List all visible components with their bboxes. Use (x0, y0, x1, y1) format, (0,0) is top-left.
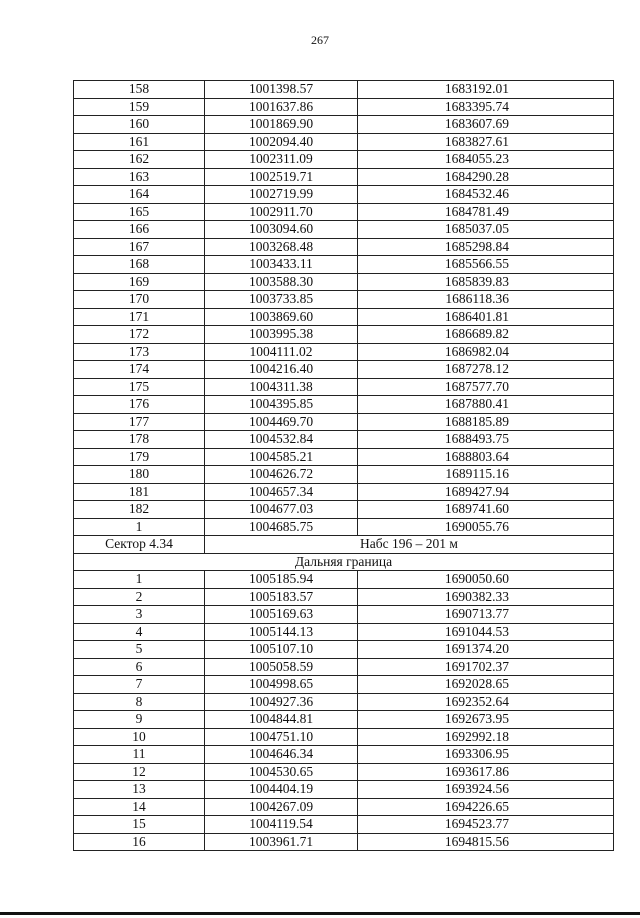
point-number: 8 (74, 693, 205, 711)
coordinate-x: 1003869.60 (205, 308, 358, 326)
table-row (74, 588, 614, 606)
table-row (74, 273, 614, 291)
coordinate-y: 1693924.56 (358, 781, 614, 799)
point-number: 160 (74, 116, 205, 134)
coordinate-y: 1690713.77 (358, 606, 614, 624)
table-row (74, 746, 614, 764)
point-number: 176 (74, 396, 205, 414)
table-row (74, 291, 614, 309)
point-number: 5 (74, 641, 205, 659)
table-row (74, 116, 614, 134)
point-number: 161 (74, 133, 205, 151)
coordinate-y: 1694523.77 (358, 816, 614, 834)
point-number: 9 (74, 711, 205, 729)
coordinate-x: 1004646.34 (205, 746, 358, 764)
table-row (74, 431, 614, 449)
coordinate-y: 1686118.36 (358, 291, 614, 309)
point-number: 180 (74, 466, 205, 484)
point-number: 170 (74, 291, 205, 309)
point-number: 168 (74, 256, 205, 274)
boundary-heading: Дальняя граница (74, 553, 614, 571)
coordinate-y: 1686401.81 (358, 308, 614, 326)
table-row (74, 658, 614, 676)
table-row (74, 256, 614, 274)
sector-height: Набс 196 – 201 м (205, 536, 614, 554)
table-row (74, 378, 614, 396)
point-number: 165 (74, 203, 205, 221)
table-row (74, 483, 614, 501)
point-number: 10 (74, 728, 205, 746)
table-row (74, 501, 614, 519)
coordinate-x: 1004404.19 (205, 781, 358, 799)
coordinate-x: 1005185.94 (205, 571, 358, 589)
table-row (74, 343, 614, 361)
bottom-rows (74, 571, 614, 851)
page-number: 267 (311, 33, 329, 47)
point-number: 15 (74, 816, 205, 834)
coordinate-y: 1691702.37 (358, 658, 614, 676)
coordinate-y: 1685566.55 (358, 256, 614, 274)
coordinate-x: 1003094.60 (205, 221, 358, 239)
coordinate-y: 1690382.33 (358, 588, 614, 606)
table-row (74, 623, 614, 641)
point-number: 169 (74, 273, 205, 291)
coordinate-x: 1003433.11 (205, 256, 358, 274)
coordinate-y: 1683607.69 (358, 116, 614, 134)
subheading-row (74, 553, 614, 571)
coordinate-y: 1687880.41 (358, 396, 614, 414)
coordinate-x: 1001637.86 (205, 98, 358, 116)
coordinate-y: 1692028.65 (358, 676, 614, 694)
coordinate-y: 1684055.23 (358, 151, 614, 169)
table-row (74, 326, 614, 344)
point-number: 177 (74, 413, 205, 431)
coordinate-y: 1693306.95 (358, 746, 614, 764)
point-number: 2 (74, 588, 205, 606)
coordinate-y: 1694226.65 (358, 798, 614, 816)
coordinates-table (73, 80, 614, 851)
table-row (74, 518, 614, 536)
point-number: 178 (74, 431, 205, 449)
coordinate-y: 1692352.64 (358, 693, 614, 711)
coordinate-x: 1004216.40 (205, 361, 358, 379)
coordinate-x: 1005058.59 (205, 658, 358, 676)
table-row (74, 798, 614, 816)
coordinate-y: 1686982.04 (358, 343, 614, 361)
coordinate-y: 1689741.60 (358, 501, 614, 519)
table-row (74, 763, 614, 781)
coordinate-x: 1003588.30 (205, 273, 358, 291)
point-number: 181 (74, 483, 205, 501)
point-number: 1 (74, 571, 205, 589)
coordinate-y: 1687577.70 (358, 378, 614, 396)
table-row (74, 221, 614, 239)
point-number: 4 (74, 623, 205, 641)
coordinate-y: 1689427.94 (358, 483, 614, 501)
coordinate-y: 1690055.76 (358, 518, 614, 536)
table-row (74, 781, 614, 799)
coordinate-x: 1004927.36 (205, 693, 358, 711)
coordinate-x: 1004685.75 (205, 518, 358, 536)
coordinate-x: 1005183.57 (205, 588, 358, 606)
coordinate-y: 1687278.12 (358, 361, 614, 379)
point-number: 3 (74, 606, 205, 624)
coordinate-x: 1004119.54 (205, 816, 358, 834)
table-row (74, 728, 614, 746)
coordinate-x: 1004395.85 (205, 396, 358, 414)
coordinate-y: 1688803.64 (358, 448, 614, 466)
point-number: 164 (74, 186, 205, 204)
coordinate-y: 1688185.89 (358, 413, 614, 431)
point-number: 159 (74, 98, 205, 116)
table-row (74, 396, 614, 414)
coordinate-x: 1003995.38 (205, 326, 358, 344)
coordinate-x: 1004267.09 (205, 798, 358, 816)
sector-block (74, 536, 614, 571)
point-number: 172 (74, 326, 205, 344)
coordinate-y: 1688493.75 (358, 431, 614, 449)
coordinate-y: 1683395.74 (358, 98, 614, 116)
coordinate-x: 1003268.48 (205, 238, 358, 256)
coordinate-y: 1686689.82 (358, 326, 614, 344)
coordinate-y: 1685037.05 (358, 221, 614, 239)
table-row (74, 693, 614, 711)
point-number: 166 (74, 221, 205, 239)
point-number: 16 (74, 833, 205, 851)
point-number: 12 (74, 763, 205, 781)
coordinate-y: 1683192.01 (358, 81, 614, 99)
coordinate-x: 1004532.84 (205, 431, 358, 449)
point-number: 163 (74, 168, 205, 186)
coordinate-x: 1001869.90 (205, 116, 358, 134)
coordinate-x: 1005144.13 (205, 623, 358, 641)
table-row (74, 413, 614, 431)
coordinate-y: 1684781.49 (358, 203, 614, 221)
coordinate-y: 1683827.61 (358, 133, 614, 151)
table-row (74, 238, 614, 256)
coordinate-x: 1002911.70 (205, 203, 358, 221)
point-number: 173 (74, 343, 205, 361)
point-number: 1 (74, 518, 205, 536)
table-row (74, 641, 614, 659)
table-row (74, 571, 614, 589)
table-row (74, 186, 614, 204)
sector-label: Сектор 4.34 (74, 536, 205, 554)
coordinate-x: 1004677.03 (205, 501, 358, 519)
coordinate-x: 1002311.09 (205, 151, 358, 169)
point-number: 167 (74, 238, 205, 256)
coordinate-y: 1689115.16 (358, 466, 614, 484)
coordinate-x: 1003733.85 (205, 291, 358, 309)
coordinate-x: 1002719.99 (205, 186, 358, 204)
table-row (74, 81, 614, 99)
point-number: 7 (74, 676, 205, 694)
table-row (74, 203, 614, 221)
point-number: 179 (74, 448, 205, 466)
table-row (74, 361, 614, 379)
table-row (74, 151, 614, 169)
point-number: 174 (74, 361, 205, 379)
coordinate-x: 1005169.63 (205, 606, 358, 624)
scan-edge-line (0, 912, 640, 915)
coordinate-x: 1001398.57 (205, 81, 358, 99)
point-number: 171 (74, 308, 205, 326)
coordinate-x: 1004626.72 (205, 466, 358, 484)
coordinate-x: 1004530.65 (205, 763, 358, 781)
point-number: 14 (74, 798, 205, 816)
table-row (74, 308, 614, 326)
coordinate-y: 1690050.60 (358, 571, 614, 589)
table-row (74, 98, 614, 116)
point-number: 162 (74, 151, 205, 169)
point-number: 175 (74, 378, 205, 396)
table-row (74, 676, 614, 694)
coordinate-y: 1691044.53 (358, 623, 614, 641)
table-row (74, 816, 614, 834)
coordinate-y: 1694815.56 (358, 833, 614, 851)
coordinate-y: 1684532.46 (358, 186, 614, 204)
coordinate-y: 1693617.86 (358, 763, 614, 781)
table-row (74, 606, 614, 624)
coordinate-y: 1692673.95 (358, 711, 614, 729)
table-row (74, 168, 614, 186)
coordinate-x: 1004751.10 (205, 728, 358, 746)
coordinate-x: 1004585.21 (205, 448, 358, 466)
coordinate-x: 1004998.65 (205, 676, 358, 694)
table-row (74, 833, 614, 851)
coordinate-x: 1002519.71 (205, 168, 358, 186)
coordinate-y: 1691374.20 (358, 641, 614, 659)
coordinate-x: 1003961.71 (205, 833, 358, 851)
coordinate-y: 1684290.28 (358, 168, 614, 186)
point-number: 182 (74, 501, 205, 519)
point-number: 158 (74, 81, 205, 99)
table-row (74, 711, 614, 729)
point-number: 11 (74, 746, 205, 764)
coordinate-x: 1004311.38 (205, 378, 358, 396)
top-rows (74, 81, 614, 536)
table-row (74, 133, 614, 151)
coordinate-x: 1005107.10 (205, 641, 358, 659)
coordinate-x: 1004469.70 (205, 413, 358, 431)
point-number: 6 (74, 658, 205, 676)
coordinate-y: 1685298.84 (358, 238, 614, 256)
coordinate-x: 1004844.81 (205, 711, 358, 729)
coordinate-x: 1004111.02 (205, 343, 358, 361)
table-row (74, 466, 614, 484)
coordinate-x: 1002094.40 (205, 133, 358, 151)
point-number: 13 (74, 781, 205, 799)
coordinate-y: 1692992.18 (358, 728, 614, 746)
table-row (74, 448, 614, 466)
coordinate-y: 1685839.83 (358, 273, 614, 291)
sector-row (74, 536, 614, 554)
coordinate-x: 1004657.34 (205, 483, 358, 501)
